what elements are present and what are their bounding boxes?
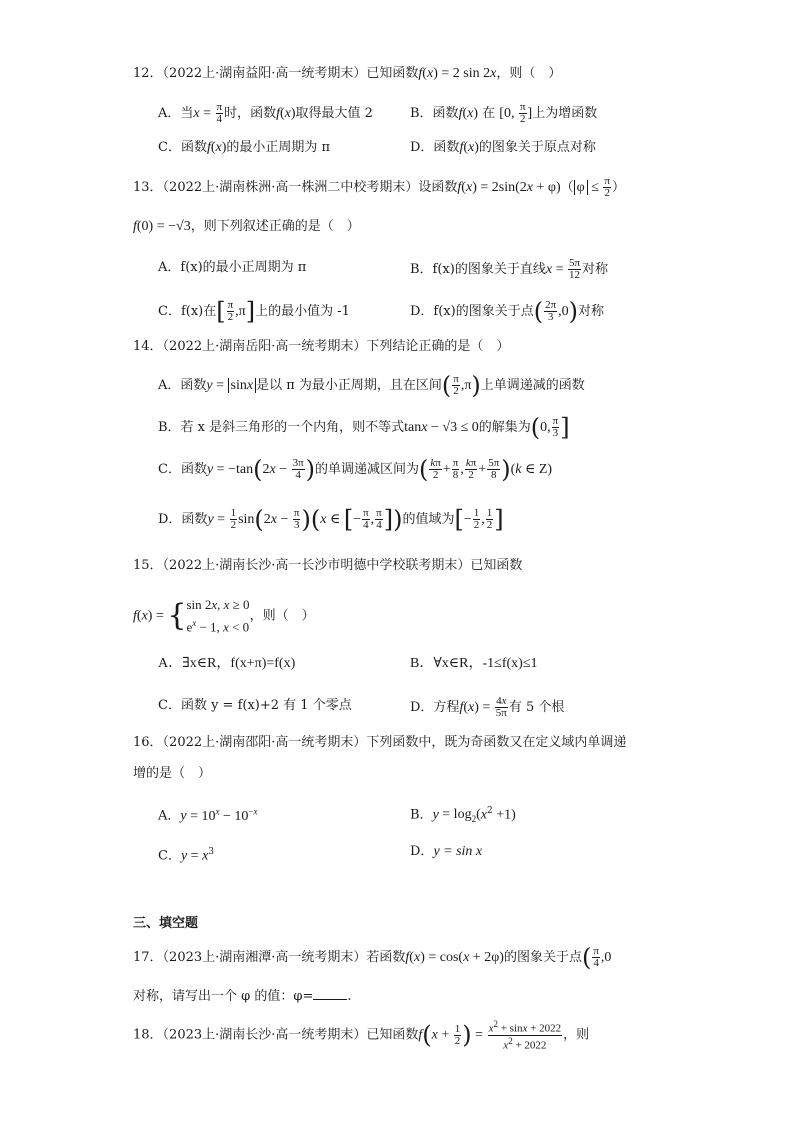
q15-stem: 15．（2022上·湖南长沙·高一长沙市明德中学校联考期末）已知函数 bbox=[133, 558, 523, 573]
q15-option-d: D．方程f(x) = $\frac{4x}{5\pi}$ 有 5 个根 bbox=[410, 695, 565, 719]
q16-stem-line2: 增的是（ ） bbox=[133, 766, 212, 781]
q13-option-a: A．f(x)的最小正周期为 π bbox=[158, 260, 307, 275]
q16-option-d: D．y = sin x bbox=[410, 844, 483, 859]
q16-option-b: B．$y = \log_2(x^2 +1)$ bbox=[410, 806, 516, 825]
q17-stem: 17．（2023上·湖南湘潭·高一统考期末）若函数f(x) = cos(x + 2φ)的图象关于点( $\frac{\pi}{4}$ ,0 bbox=[133, 943, 612, 972]
q14-option-a: A．函数y = sinx 是以 π 为最小正周期，且在区间( $\frac{\pi}{2}$ ,π)上单调递减的函数 bbox=[158, 371, 585, 400]
q12-option-c: C．函数f(x)的最小正周期为 π bbox=[158, 140, 331, 155]
q15-option-c: C．函数 y = f(x)+2 有 1 个零点 bbox=[158, 698, 352, 713]
q14-option-b: B．若 x 是斜三角形的一个内角，则不等式tanx − √3 ≤ 0的解集为(0, $\frac{\pi}{3}$ ] bbox=[158, 413, 570, 442]
q16-option-a: A．$y = 10^x - 10^{-x}$ bbox=[158, 806, 258, 824]
q15-option-a: A．∃x∈R，f(x+π)=f(x) bbox=[158, 656, 296, 671]
q16-stem: 16．（2022上·湖南邵阳·高一统考期末）下列函数中，既为奇函数又在定义域内单调递 bbox=[133, 735, 627, 750]
q15-option-b: B．∀x∈R，-1≤f(x)≤1 bbox=[410, 656, 538, 671]
q13-option-d: D．f(x)的图象关于点( $\frac{2\pi}{3}$ ,0)对称 bbox=[410, 297, 605, 326]
q13-option-c: C．f(x)在[ $\frac{\pi}{2}$ ,π]上的最小值为 -1 bbox=[158, 297, 350, 326]
q17-answer-blank[interactable] bbox=[313, 985, 347, 1000]
q12-option-d: D．函数f(x)的图象关于原点对称 bbox=[410, 140, 596, 155]
q13-stem: 13．（2022上·湖南株洲·高一株洲二中校考期末）设函数f(x) = 2sin(2x + φ)（ φ ≤ $\frac{\pi}{2}$ ） bbox=[133, 175, 625, 199]
q13-stem-line2: f(0) = −√3，则下列叙述正确的是（ ） bbox=[133, 219, 360, 234]
q13-option-b: B．f(x)的图象关于直线x = $\frac{5\pi}{12}$ 对称 bbox=[410, 257, 609, 281]
q17-line2: 对称，请写出一个 φ 的值：φ= . bbox=[133, 985, 352, 1007]
q12-func: f bbox=[418, 66, 423, 81]
q15-piecewise: f(x) = { sin 2x, x ≥ 0 $e^x - 1$, x < 0 ，则（ ） bbox=[133, 597, 315, 635]
q12-stem: 12．（2022上·湖南益阳·高一统考期末）已知函数f(x) = 2 sin 2x，则（ ） bbox=[133, 66, 562, 81]
q14-option-c: C．函数y = −tan(2x − $\frac{3\pi}{4}$ )的单调递减区间为( $\frac{k\pi}{2}$ + $\frac{\pi}{8}$ , $\frac{k\pi}{2}$ + $\frac{5\pi}{8}$ )(k ∈ Z) bbox=[158, 455, 553, 484]
q18-stem: 18．（2023上·湖南长沙·高一统考期末）已知函数f(x + $\frac{1}{2}$ ) = $\frac{x^2 + \sin x + 2022}{x^2 + 2022}$ ，则 bbox=[133, 1019, 590, 1052]
q16-option-c: C．$y = x^3$ bbox=[158, 847, 215, 864]
q12-option-a: A．当x = $\frac{\pi}{4}$ 时，函数f(x)取得最大值 2 bbox=[158, 101, 373, 125]
q12-option-b: B．函数f(x) 在 [0, $\frac{\pi}{2}$ ]上为增函数 bbox=[410, 101, 598, 125]
section-title: 三、填空题 bbox=[133, 916, 199, 931]
q14-option-d: D．函数y = $\frac{1}{2}$ sin(2x − $\frac{\pi}{3}$ )(x ∈ [− $\frac{\pi}{4}$ , $\frac{\pi}{4}$ ])的值域为[− $\frac{1}{2}$ , $\frac{1}{2}$ ] bbox=[158, 505, 504, 534]
q14-stem: 14．（2022上·湖南岳阳·高一统考期末）下列结论正确的是（ ） bbox=[133, 339, 510, 354]
